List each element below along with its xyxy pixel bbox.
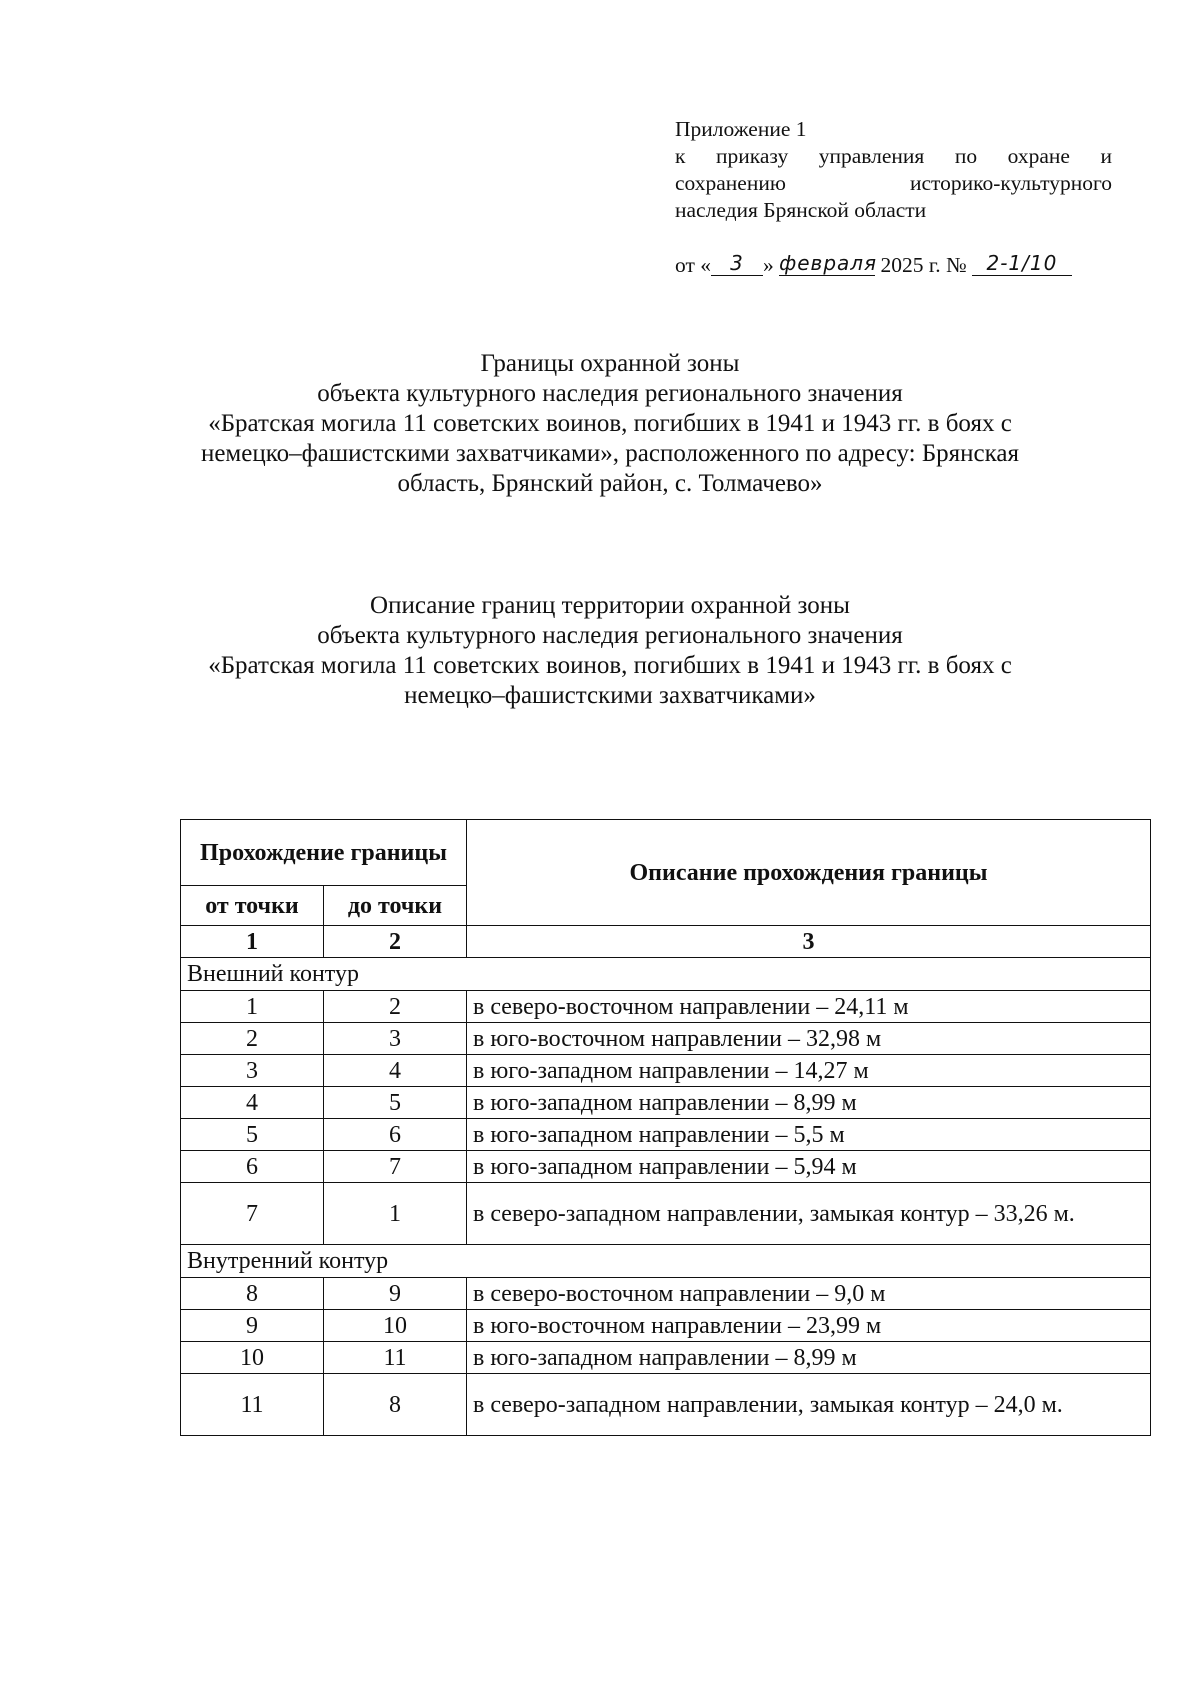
appendix-order-ref-cont: сохранению историко-культурного bbox=[675, 171, 1112, 195]
cell-from-point: 6 bbox=[181, 1151, 324, 1183]
cell-description: в юго-западном направлении – 8,99 м bbox=[467, 1087, 1151, 1119]
cell-description: в юго-восточном направлении – 32,98 м bbox=[467, 1023, 1151, 1055]
header-description: Описание прохождения границы bbox=[467, 820, 1151, 926]
cell-from-point: 4 bbox=[181, 1087, 324, 1119]
table-row bbox=[181, 1087, 1151, 1119]
boundary-table bbox=[180, 819, 1151, 1436]
order-mid: » bbox=[763, 253, 774, 277]
cell-description: в юго-восточном направлении – 23,99 м bbox=[467, 1310, 1151, 1342]
cell-description: в юго-западном направлении – 14,27 м bbox=[467, 1055, 1151, 1087]
title-line: «Братская могила 11 советских воинов, погибших в 1941 и 1943 гг. в боях с bbox=[208, 410, 1012, 437]
cell-description: в северо-восточном направлении – 24,11 м bbox=[467, 991, 1151, 1023]
header-from-point: от точки bbox=[181, 886, 324, 926]
cell-description: в юго-западном направлении – 8,99 м bbox=[467, 1342, 1151, 1374]
cell-from-point: 5 bbox=[181, 1119, 324, 1151]
appendix-order-ref: к приказу управления по охране и bbox=[675, 144, 1112, 168]
table-row bbox=[181, 1310, 1151, 1342]
description-title bbox=[140, 591, 1080, 711]
title-line: немецко–фашистскими захватчиками», расположенного по адресу: Брянская bbox=[200, 440, 1020, 467]
cell-to-point: 2 bbox=[324, 991, 467, 1023]
cell-to-point: 5 bbox=[324, 1087, 467, 1119]
cell-from-point: 9 bbox=[181, 1310, 324, 1342]
title-line: объекта культурного наследия регионального значения bbox=[317, 380, 903, 407]
table-row bbox=[181, 1023, 1151, 1055]
column-number: 2 bbox=[324, 926, 467, 958]
cell-from-point: 3 bbox=[181, 1055, 324, 1087]
column-number: 3 bbox=[467, 926, 1151, 958]
table-row bbox=[181, 1151, 1151, 1183]
order-day: 3 bbox=[711, 251, 763, 276]
table-row bbox=[181, 1183, 1151, 1245]
title-line: «Братская могила 11 советских воинов, погибших в 1941 и 1943 гг. в боях с bbox=[208, 652, 1012, 679]
cell-to-point: 10 bbox=[324, 1310, 467, 1342]
section-outer-contour: Внешний контур bbox=[181, 958, 1151, 991]
cell-from-point: 11 bbox=[181, 1374, 324, 1436]
title-line: объекта культурного наследия регионального значения bbox=[317, 622, 903, 649]
title-line: область, Брянский район, с. Толмачево» bbox=[397, 470, 823, 497]
table-row bbox=[181, 1055, 1151, 1087]
title-line: Описание границ территории охранной зоны bbox=[370, 592, 850, 619]
table-row bbox=[181, 1374, 1151, 1436]
cell-to-point: 7 bbox=[324, 1151, 467, 1183]
cell-to-point: 9 bbox=[324, 1278, 467, 1310]
appendix-number: Приложение 1 bbox=[675, 117, 807, 141]
order-date-line bbox=[675, 253, 1072, 278]
cell-description: в северо-восточном направлении – 9,0 м bbox=[467, 1278, 1151, 1310]
cell-from-point: 2 bbox=[181, 1023, 324, 1055]
table-row bbox=[181, 1342, 1151, 1374]
table-row bbox=[181, 1278, 1151, 1310]
order-prefix: от « bbox=[675, 253, 711, 277]
cell-to-point: 4 bbox=[324, 1055, 467, 1087]
title-line: Границы охранной зоны bbox=[480, 350, 740, 377]
appendix-header bbox=[675, 116, 1112, 224]
appendix-authority: наследия Брянской области bbox=[675, 198, 927, 222]
section-inner-contour: Внутренний контур bbox=[181, 1245, 1151, 1278]
order-number: 2-1/10 bbox=[972, 251, 1072, 276]
cell-description: в юго-западном направлении – 5,94 м bbox=[467, 1151, 1151, 1183]
cell-description: в северо-западном направлении, замыкая контур – 33,26 м. bbox=[467, 1183, 1151, 1245]
header-to-point: до точки bbox=[324, 886, 467, 926]
cell-from-point: 1 bbox=[181, 991, 324, 1023]
column-number: 1 bbox=[181, 926, 324, 958]
cell-from-point: 10 bbox=[181, 1342, 324, 1374]
table-row bbox=[181, 991, 1151, 1023]
table-row bbox=[181, 1119, 1151, 1151]
cell-to-point: 11 bbox=[324, 1342, 467, 1374]
boundaries-title bbox=[140, 349, 1080, 499]
cell-description: в юго-западном направлении – 5,5 м bbox=[467, 1119, 1151, 1151]
title-line: немецко–фашистскими захватчиками» bbox=[404, 682, 816, 709]
cell-description: в северо-западном направлении, замыкая контур – 24,0 м. bbox=[467, 1374, 1151, 1436]
header-boundary-passage: Прохождение границы bbox=[181, 820, 467, 886]
cell-to-point: 3 bbox=[324, 1023, 467, 1055]
cell-to-point: 8 bbox=[324, 1374, 467, 1436]
cell-from-point: 7 bbox=[181, 1183, 324, 1245]
order-year: 2025 г. № bbox=[880, 253, 967, 277]
cell-to-point: 1 bbox=[324, 1183, 467, 1245]
cell-to-point: 6 bbox=[324, 1119, 467, 1151]
cell-from-point: 8 bbox=[181, 1278, 324, 1310]
order-month: февраля bbox=[779, 251, 878, 275]
